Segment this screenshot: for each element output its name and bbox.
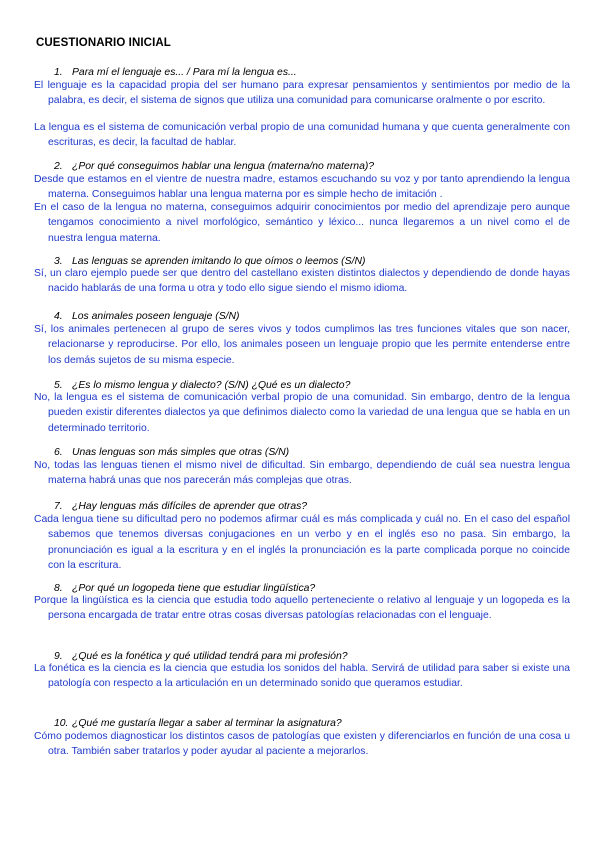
question-text: ¿Por qué un logopeda tiene que estudiar lingüística? <box>72 583 316 594</box>
answer-2b: En el caso de la lengua no materna, conseguimos adquirir conocimientos por medio del aprendizaje pero aunque tengamos conocimiento a nivel morfológico, semántico y léxico... nunca llegaremos a un nivel como el de nuestra lengua materna. <box>34 202 570 244</box>
question-text: ¿Qué me gustaría llegar a saber al terminar la asignatura? <box>72 718 342 729</box>
answer-3: Sí, un claro ejemplo puede ser que dentro del castellano existen distintos dialectos y dependiendo de donde hayas nacido hablarás de una forma u otra y todo ello sigue siendo el mismo idioma. <box>34 268 570 295</box>
answer-5: No, la lengua es el sistema de comunicación verbal propio de una comunidad. Sin embargo, dentro de la lengua pueden existir diferentes dialectos ya que definimos dialecto como la variedad de una lengua que se habla en un determinado territorio. <box>34 392 570 434</box>
question-number: 7. <box>54 501 63 512</box>
answer-8: Porque la lingüística es la ciencia que estudia todo aquello perteneciente o relativo al lenguaje y un logopeda es la persona encargada de tratar entre otras cosas diversas patologías relacionadas con el lenguaje. <box>34 595 570 622</box>
question-text: Unas lenguas son más simples que otras (S/N) <box>72 447 290 458</box>
question-number: 3. <box>54 256 63 267</box>
question-number: 5. <box>54 380 63 391</box>
question-text: ¿Por qué conseguimos hablar una lengua (materna/no materna)? <box>72 161 375 172</box>
question-text: ¿Qué es la fonética y qué utilidad tendrá para mi profesión? <box>72 651 348 662</box>
question-7 <box>54 501 307 512</box>
question-number: 8. <box>54 583 63 594</box>
question-number: 9. <box>54 651 63 662</box>
question-number: 1. <box>54 67 63 78</box>
question-text: Para mí el lenguaje es... / Para mí la lengua es... <box>72 67 297 78</box>
question-number: 4. <box>54 311 63 322</box>
question-text: ¿Es lo mismo lengua y dialecto? (S/N) ¿Qué es un dialecto? <box>72 380 351 391</box>
question-number: 2. <box>54 161 63 172</box>
answer-10: Cómo podemos diagnosticar los distintos casos de patologías que existen y diferenciarlos en función de una cosa u otra. También saber tratarlos y poder ayudar al paciente a mejorarlos. <box>34 731 570 758</box>
question-10 <box>54 718 342 729</box>
question-number: 10. <box>54 718 69 729</box>
answer-1b: La lengua es el sistema de comunicación verbal propio de una comunidad humana y que cuenta generalmente con escrituras, es decir, la facultad de hablar. <box>34 122 570 149</box>
question-4 <box>54 311 240 322</box>
question-2 <box>54 161 374 172</box>
question-text: ¿Hay lenguas más difíciles de aprender que otras? <box>72 501 308 512</box>
question-1 <box>54 67 297 78</box>
question-6 <box>54 447 289 458</box>
answer-7: Cada lengua tiene su dificultad pero no podemos afirmar cuál es más complicada y cuál no. En el caso del español sabemos que tenemos diversas conjugaciones en un verbo y en el inglés eso no pasa. Sin embargo, la pronunciación es igual a la escritura y en el inglés la pronunciación es la parte complicada porque no coincide con la escritura. <box>34 514 570 571</box>
answer-9: La fonética es la ciencia es la ciencia que estudia los sonidos del habla. Servirá de utilidad para saber si existe una patología con respecto a la articulación en un determinado sonido que queramos estudiar. <box>34 663 570 690</box>
answer-1a: El lenguaje es la capacidad propia del ser humano para expresar pensamientos y sentimientos por medio de la palabra, es decir, el sistema de signos que utiliza una comunidad para comunicarse oralmente o por escrito. <box>34 80 570 107</box>
question-number: 6. <box>54 447 63 458</box>
question-text: Las lenguas se aprenden imitando lo que oímos o leemos (S/N) <box>72 256 366 267</box>
question-text: Los animales poseen lenguaje (S/N) <box>72 311 240 322</box>
answer-4: Sí, los animales pertenecen al grupo de seres vivos y todos cumplimos las tres funciones vitales que son nacer, relacionarse y reproducirse. Por ello, los animales poseen un lenguaje propio que les permite entenderse entre los demás sujetos de su misma especie. <box>34 324 570 366</box>
document-title: CUESTIONARIO INICIAL <box>36 37 171 49</box>
answer-6: No, todas las lenguas tienen el mismo nivel de dificultad. Sin embargo, dependiendo de cuál sea nuestra lengua materna habrá unas que nos parecerán más complejas que otras. <box>34 460 570 487</box>
answer-2a: Desde que estamos en el vientre de nuestra madre, estamos escuchando su voz y por tanto aprendiendo la lengua materna. Conseguimos hablar una lengua materna por es simple hecho de imitación . <box>34 174 570 201</box>
